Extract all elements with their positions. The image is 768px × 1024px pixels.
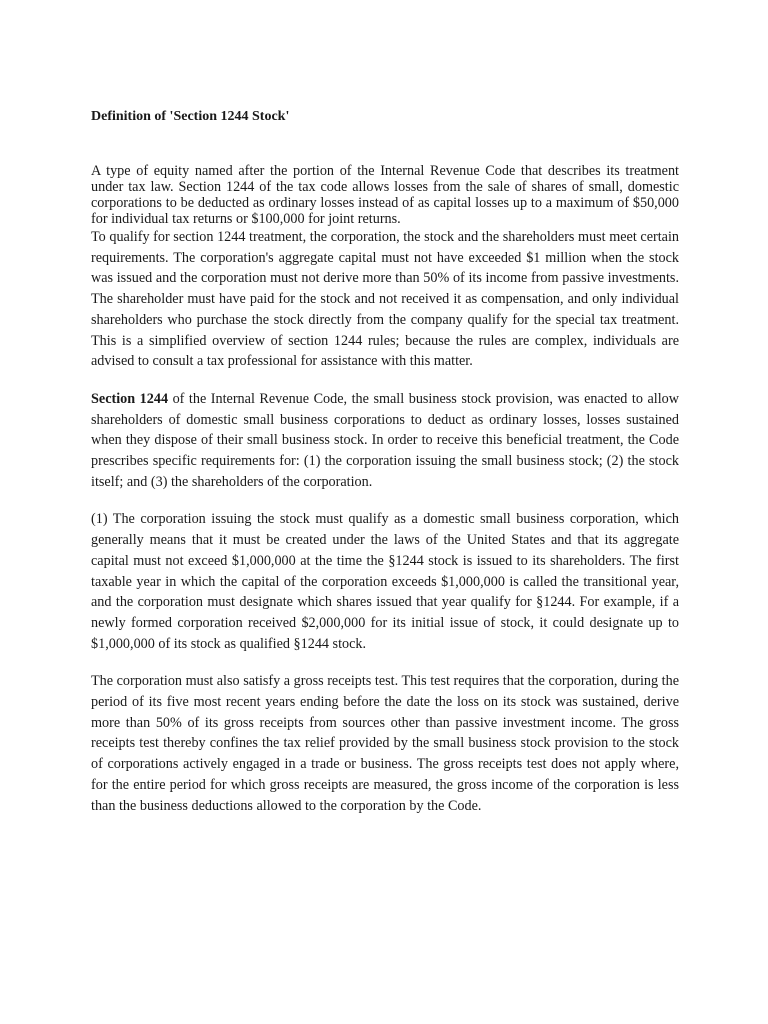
section-1244-lead: Section 1244 [91, 390, 169, 407]
paragraph-section-1244 [91, 389, 679, 493]
paragraph-corporation-requirement: (1) The corporation issuing the stock must qualify as a domestic small business corporation, which generally means that it must be created under the laws of the United States and that its aggregate capital must not exceed $1,000,000 at the time the §1244 stock is issued to its shareholders. The first taxable year in which the capital of the corporation exceeds $1,000,000 is called the transitional year, and the corporation must designate which shares issued that year qualify for §1244. For example, if a newly formed corporation received $2,000,000 for its initial issue of stock, it could designate up to $1,000,000 of its stock as qualified §1244 stock. [91, 511, 679, 652]
section-1244-text: of the Internal Revenue Code, the small business stock provision, was enacted to allow shareholders of domestic small business corporations to deduct as ordinary losses, losses sustained when they dispose of their small business stock. In order to receive this beneficial treatment, the Code prescribes specific requirements for: (1) the corporation issuing the small business stock; (2) the stock itself; and (3) the shareholders of the corporation. [91, 390, 679, 490]
document-body [91, 108, 679, 816]
paragraph-gross-receipts: The corporation must also satisfy a gross receipts test. This test requires that the corporation, during the period of its five most recent years ending before the date the loss on its stock was sustained, derive more than 50% of its gross receipts from sources other than passive investment income. The gross receipts test thereby confines the tax relief provided by the small business stock provision to the stock of corporations actively engaged in a trade or business. The gross receipts test does not apply where, for the entire period for which gross receipts are measured, the gross income of the corporation is less than the business deductions allowed to the corporation by the Code. [91, 673, 679, 814]
paragraph-qualify: To qualify for section 1244 treatment, the corporation, the stock and the shareholders must meet certain requirements. The corporation's aggregate capital must not have exceeded $1 million when the stock was issued and the corporation must not derive more than 50% of its income from passive investments. The shareholder must have paid for the stock and not received it as compensation, and only individual shareholders who purchase the stock directly from the company qualify for the special tax treatment. This is a simplified overview of section 1244 rules; because the rules are complex, individuals are advised to consult a tax professional for assistance with this matter. [91, 229, 679, 370]
paragraph-definition: A type of equity named after the portion of the Internal Revenue Code that describes its treatment under tax law. Section 1244 of the tax code allows losses from the sale of shares of small, domestic corporations to be deducted as ordinary losses instead of as capital losses up to a maximum of $50,000 for individual tax returns or $100,000 for joint returns. [91, 163, 679, 227]
document-title: Definition of 'Section 1244 Stock' [91, 109, 290, 124]
